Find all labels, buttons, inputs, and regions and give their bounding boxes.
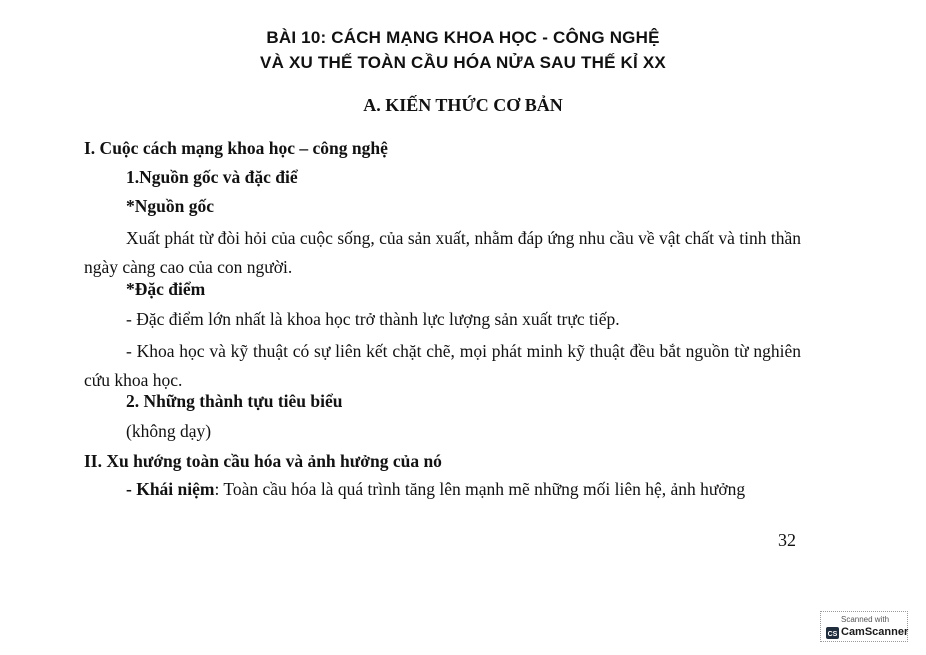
lesson-title-line-2: VÀ XU THẾ TOÀN CẦU HÓA NỬA SAU THẾ KỈ XX [260,53,666,72]
lesson-title-line-1: BÀI 10: CÁCH MẠNG KHOA HỌC - CÔNG NGHỆ [266,28,660,47]
heading-origin-and-features: 1.Nguồn gốc và đặc điể [126,167,298,187]
svg-text:CS: CS [827,631,838,638]
page-number: 32 [778,530,796,550]
heading-part-1: I. Cuộc cách mạng khoa học – công nghệ [84,138,388,158]
camscanner-watermark [820,611,908,642]
note-not-taught: (không dạy) [126,421,212,441]
paragraph-origin: Xuất phát từ đòi hỏi của cuộc sống, của sản xuất, nhằm đáp ứng nhu cầu về vật chất và tinh thần ngày càng cao của con người. [84,228,801,277]
concept-label: - Khái niệm [126,479,215,499]
heading-features: *Đặc điểm [126,279,206,299]
heading-origin: *Nguồn gốc [126,196,214,216]
camscanner-logo-icon [826,627,839,639]
heading-achievements: 2. Những thành tựu tiêu biểu [126,391,343,411]
paragraph-feature-1: - Đặc điểm lớn nhất là khoa học trở thành lực lượng sản xuất trực tiếp. [126,309,620,329]
paragraph-feature-2: - Khoa học và kỹ thuật có sự liên kết chặt chẽ, mọi phát minh kỹ thuật đều bắt nguồn từ nghiên cứu khoa học. [84,341,801,390]
watermark-brand: CamScanner [841,626,909,638]
paragraph-concept [126,478,745,500]
watermark-caption: Scanned with [840,615,890,624]
concept-text: : Toàn cầu hóa là quá trình tăng lên mạnh mẽ những mối liên hệ, ảnh hưởng [214,479,746,499]
section-a-heading: A. KIẾN THỨC CƠ BẢN [363,95,563,115]
heading-part-2: II. Xu hướng toàn cầu hóa và ảnh hưởng của nó [84,451,442,471]
